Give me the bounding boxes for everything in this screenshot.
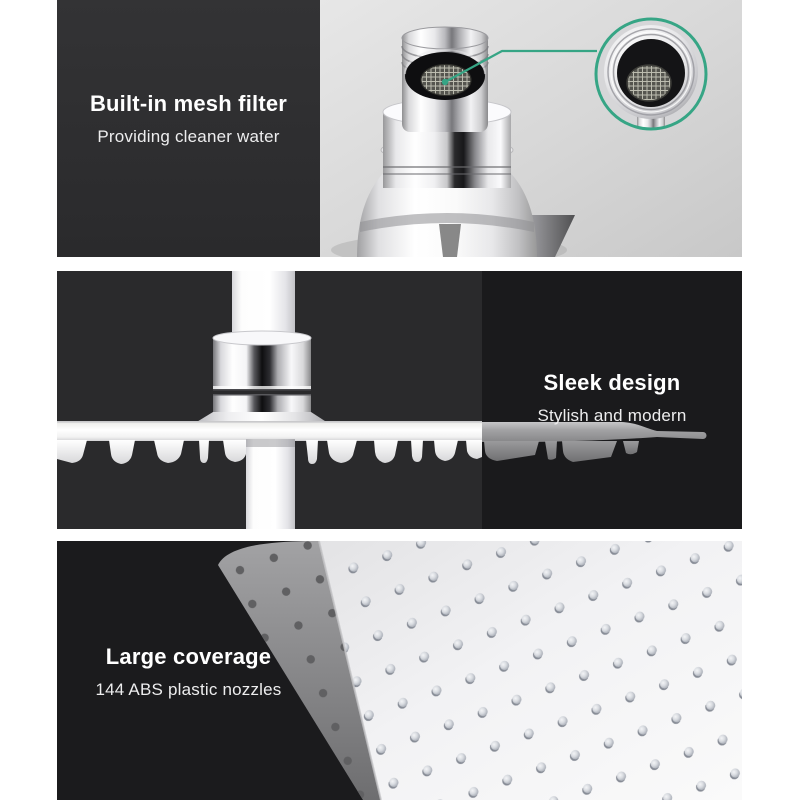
panel-subtitle: 144 ABS plastic nozzles [95,679,282,699]
nozzle-dots [319,541,742,800]
caption-sleek-design [482,369,742,426]
panel-subtitle: Providing cleaner water [97,126,280,146]
panel-sleek-design [57,271,742,529]
shower-head-connector [195,331,328,423]
panel-title: Sleek design [543,370,681,395]
mesh-filter-zoomed [627,65,671,101]
shower-plate-face [319,541,742,800]
riser-column [246,439,295,529]
shower-arm [232,271,295,339]
panel-title: Built-in mesh filter [89,91,288,116]
panel-mesh-filter [57,0,742,257]
panel-title: Large coverage [105,644,272,669]
caption-mesh-filter [57,90,320,147]
panel-subtitle: Stylish and modern [537,405,687,425]
caption-large-coverage [57,643,320,700]
panel-large-coverage [57,541,742,800]
